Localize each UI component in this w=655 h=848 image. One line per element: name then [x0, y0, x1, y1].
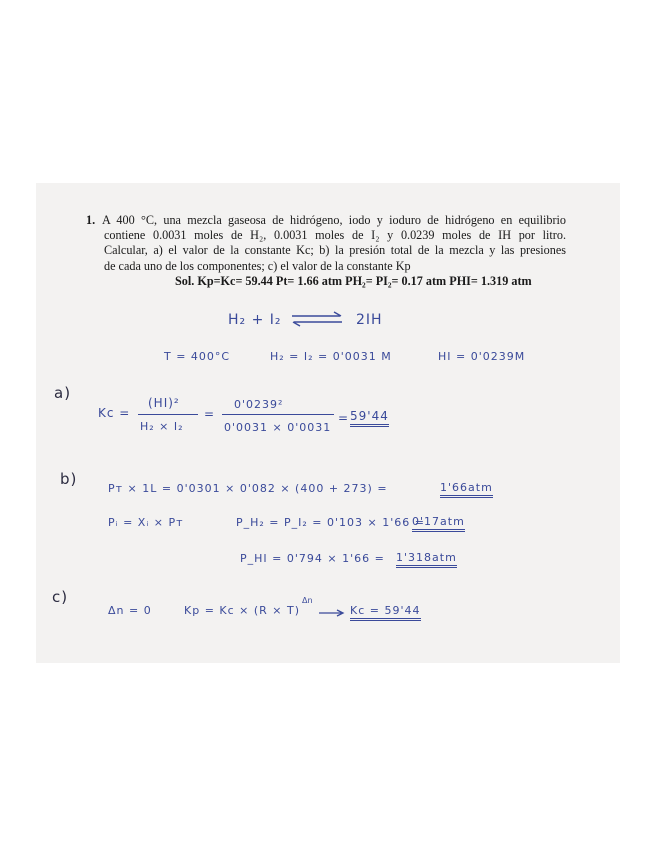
part-c-label: c)	[52, 588, 69, 606]
problem-number: 1.	[86, 213, 96, 227]
total-pressure-eq: Pᴛ × 1L = 0'0301 × 0'082 × (400 + 273) =	[108, 482, 388, 495]
equals-sign-2: =	[338, 411, 350, 425]
kc-denominator: H₂ × I₂	[140, 420, 184, 433]
fraction-bar-2	[222, 414, 334, 415]
kp-expression: Kp = Kc × (R × T)	[184, 604, 301, 617]
reaction-reactants: H₂ + I₂	[228, 312, 282, 328]
partial-pressure-formula: Pᵢ = Xᵢ × Pᴛ	[108, 516, 184, 529]
h2-i2-pressure-eq: P_H₂ = P_I₂ = 0'103 × 1'66 =	[236, 516, 425, 529]
kp-result: Kc = 59'44	[350, 604, 421, 621]
value-numerator: 0'0239²	[234, 398, 284, 411]
kc-numerator: (HI)²	[148, 396, 180, 410]
hi-concentration: HI = 0'0239M	[438, 350, 526, 363]
fraction-bar-1	[138, 414, 198, 415]
kp-exponent: Δn	[302, 596, 313, 605]
reaction-products: 2IH	[356, 312, 383, 328]
kc-symbol: Kc =	[98, 406, 131, 420]
delta-n: Δn = 0	[108, 604, 152, 617]
hi-pressure-eq: P_HI = 0'794 × 1'66 =	[240, 552, 385, 565]
problem-statement	[86, 213, 566, 289]
problem-line-1: A 400 °C, una mezcla gaseosa de hidrógeno, iodo y ioduro de hidrógeno en equilibrio	[102, 213, 566, 227]
part-b-label: b)	[60, 470, 78, 488]
hi-pressure-result: 1'318atm	[396, 551, 457, 568]
problem-line-3: Calcular, a) el valor de la constante Kc; b) la presión total de la mezcla y las presiones	[104, 243, 566, 258]
equilibrium-arrows-icon	[290, 311, 346, 327]
right-arrow-icon	[318, 609, 346, 617]
problem-line-4: de cada uno de los componentes; c) el valor de la constante Kp	[104, 258, 411, 273]
total-pressure-result: 1'66atm	[440, 481, 493, 498]
part-a-label: a)	[54, 384, 72, 402]
h2-i2-concentration: H₂ = I₂ = 0'0031 M	[270, 350, 392, 363]
equals-sign-1: =	[204, 407, 216, 421]
solution-line: Sol. Kp=Kc= 59.44 Pt= 1.66 atm PH₂= PI₂= 0.17 atm PHI= 1.319 atm	[175, 273, 532, 288]
problem-line-2: contiene 0.0031 moles de H₂, 0.0031 moles de I₂ y 0.0239 moles de IH por litro.	[104, 228, 566, 243]
kc-result: 59'44	[350, 409, 389, 427]
h2-i2-pressure-result: 0'17atm	[412, 515, 465, 532]
temperature-value: T = 400°C	[164, 350, 231, 363]
value-denominator: 0'0031 × 0'0031	[224, 421, 332, 434]
